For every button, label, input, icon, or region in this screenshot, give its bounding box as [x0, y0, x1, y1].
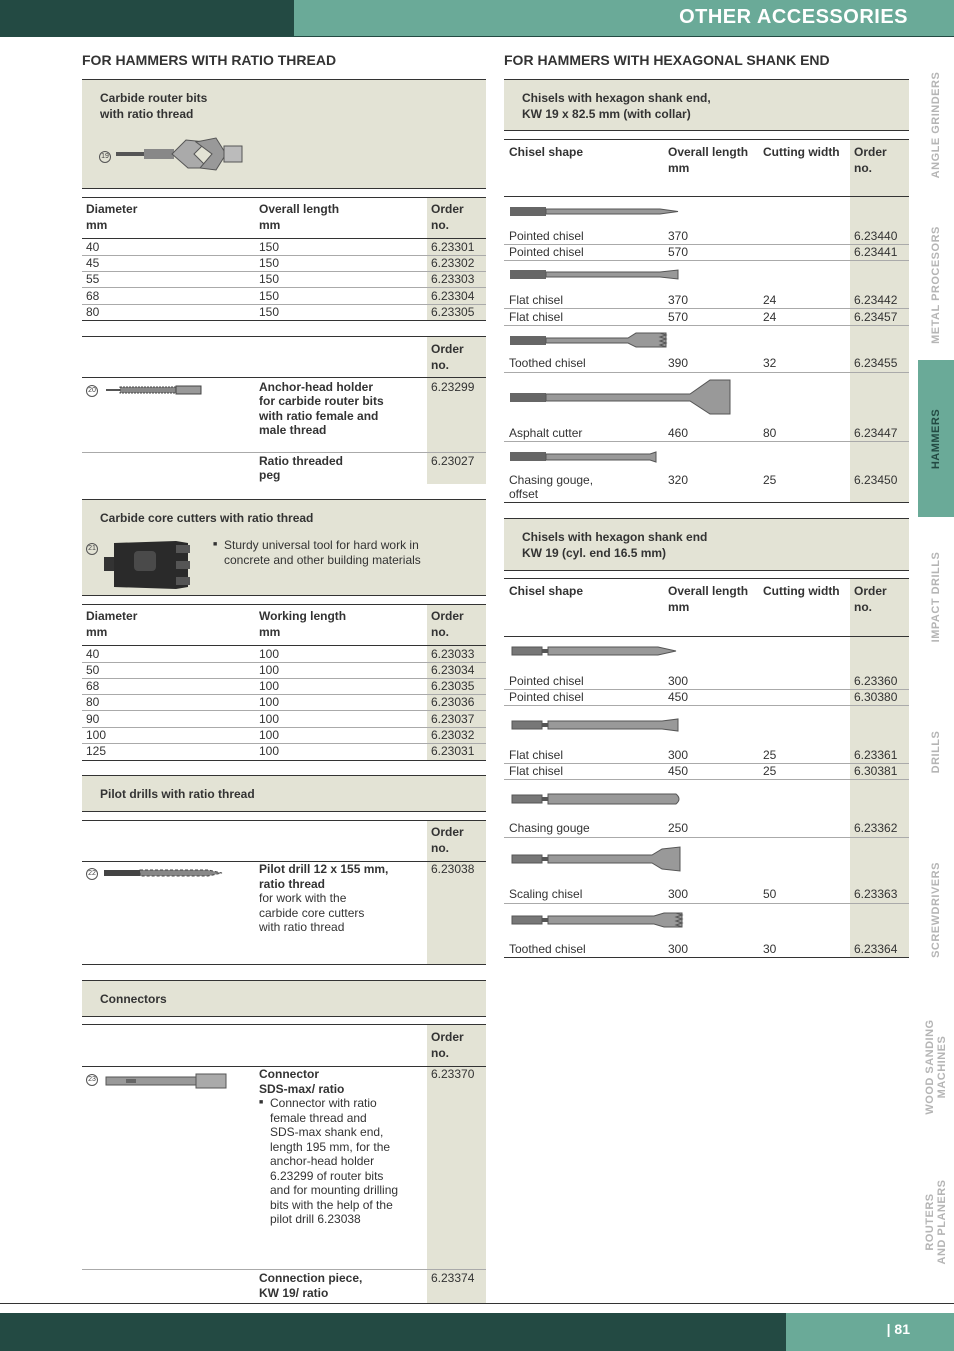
cell-length: 390 [668, 356, 689, 370]
router-bit-image [116, 134, 246, 179]
col-header-working-length: Working length [259, 609, 347, 623]
side-tab-label [924, 1019, 948, 1114]
item-name: with ratio female and [259, 409, 379, 423]
cell-length: 370 [668, 229, 689, 243]
feature-text: Connector with ratio [270, 1096, 377, 1110]
cell-cutting-width: 25 [763, 748, 777, 762]
cell-diameter: 50 [86, 663, 100, 677]
chisel-table1-title: KW 19 x 82.5 mm (with collar) [522, 107, 691, 121]
divider [504, 325, 909, 326]
cell-length: 100 [259, 728, 280, 742]
feature-text: and for mounting drilling [270, 1183, 399, 1197]
cell-diameter: 80 [86, 695, 100, 709]
feature-bullet [213, 538, 473, 567]
cell-length: 100 [259, 663, 280, 677]
cell-order-no: 6.23302 [431, 256, 475, 270]
divider [82, 197, 486, 198]
col-header-order: Order [431, 609, 464, 623]
divider [82, 678, 486, 679]
cell-chisel-shape: Asphalt cutter [509, 426, 583, 440]
cell-length: 460 [668, 426, 689, 440]
cell-order-no: 6.23360 [854, 674, 898, 688]
cell-length: 150 [259, 305, 280, 319]
cell-length: 100 [259, 695, 280, 709]
divider [82, 964, 486, 965]
cell-order-no: 6.23032 [431, 728, 475, 742]
col-header-diameter: Diameter [86, 609, 138, 623]
chisel-table2-title: KW 19 (cyl. end 16.5 mm) [522, 546, 667, 560]
side-tab-impact-drills[interactable] [918, 517, 954, 677]
cell-chisel-shape: Pointed chisel [509, 674, 584, 688]
divider [504, 578, 909, 579]
cell-diameter: 40 [86, 240, 100, 254]
divider [504, 502, 909, 503]
cell-order-no: 6.30380 [854, 690, 898, 704]
cell-diameter: 68 [86, 289, 100, 303]
header-bar-dark [0, 0, 294, 36]
cell-order-no: 6.30381 [854, 764, 898, 778]
cell-cutting-width: 24 [763, 310, 777, 324]
col-header-order-no: no. [431, 841, 449, 855]
item-name: for carbide router bits [259, 394, 384, 408]
core-cutter-image [104, 537, 190, 593]
feature-text: pilot drill 6.23038 [270, 1212, 361, 1226]
cell-order-no: 6.23031 [431, 744, 475, 758]
cell-order-no: 6.23363 [854, 887, 898, 901]
side-tab-screwdrivers[interactable] [918, 827, 954, 992]
cell-cutting-width: 25 [763, 473, 777, 487]
col-header-diameter: Diameter [86, 202, 138, 216]
side-tab-routers-and-planers[interactable] [918, 1142, 954, 1302]
pilot-drills-title: Pilot drills with ratio thread [100, 787, 255, 801]
cell-order-no: 6.23303 [431, 272, 475, 286]
col-header-order-no: no. [431, 1046, 449, 1060]
col-header-chisel-shape: Chisel shape [509, 584, 584, 598]
item-name: Connection piece, [259, 1271, 363, 1285]
cell-chisel-shape: Pointed chisel [509, 690, 584, 704]
item-name: Ratio threaded [259, 454, 344, 468]
divider [82, 662, 486, 663]
col-header-order-no: no. [854, 161, 872, 175]
item-name: ratio thread [259, 877, 326, 891]
connector-description [259, 1096, 424, 1227]
chasing-gouge-image [512, 792, 684, 806]
divider [504, 441, 909, 442]
side-tab-label-line: AND PLANERS [936, 1179, 948, 1265]
col-header-chisel-shape: Chisel shape [509, 145, 584, 159]
connectors-title: Connectors [100, 992, 167, 1006]
flat-chisel-image [510, 269, 680, 281]
cell-order-no: 6.23033 [431, 647, 475, 661]
cell-order-no: 6.23455 [854, 356, 898, 370]
cell-chisel-shape: Flat chisel [509, 293, 564, 307]
divider [504, 837, 909, 838]
divider [82, 320, 486, 321]
divider [82, 1016, 486, 1017]
divider [504, 763, 909, 764]
col-header-order: Order [854, 584, 887, 598]
divider [82, 694, 486, 695]
divider [504, 130, 909, 131]
col-header-order: Order [431, 825, 464, 839]
cell-cutting-width: 80 [763, 426, 777, 440]
cell-chisel-shape: Chasing gouge [509, 821, 590, 835]
col-header-order-no: no. [431, 358, 449, 372]
divider [504, 570, 909, 571]
cell-length: 250 [668, 821, 689, 835]
cell-order-no: 6.23301 [431, 240, 475, 254]
page-title: OTHER ACCESSORIES [679, 6, 908, 28]
router-title-line1: Carbide router bits [100, 91, 208, 105]
cell-order-no: 6.23442 [854, 293, 898, 307]
cell-diameter: 100 [86, 728, 107, 742]
divider [504, 705, 909, 706]
cell-length: 150 [259, 256, 280, 270]
anchor-holder-image [106, 384, 202, 396]
item-name: Connector [259, 1067, 319, 1081]
cell-order-no: 6.23457 [854, 310, 898, 324]
divider [82, 452, 486, 453]
cell-chisel-shape: Flat chisel [509, 748, 564, 762]
cell-order-no: 6.23364 [854, 942, 898, 956]
footer-bar-dark [0, 1313, 786, 1351]
feature-text: Sturdy universal tool for hard work in [224, 538, 419, 552]
col-header-unit: mm [668, 600, 690, 614]
cell-diameter: 80 [86, 305, 100, 319]
divider [504, 139, 909, 140]
side-tab-metal-procesors[interactable] [918, 210, 954, 360]
cell-chisel-shape: Flat chisel [509, 764, 564, 778]
divider [504, 957, 909, 958]
side-tab-label-line: MACHINES [936, 1035, 948, 1099]
divider [82, 604, 486, 605]
item-description: for work with the [259, 891, 347, 905]
side-tab-label-line: WOOD SANDING [924, 1019, 936, 1115]
item-number-badge: 20 [86, 385, 98, 397]
side-tab-label: IMPACT DRILLS [930, 551, 942, 643]
cell-length: 150 [259, 240, 280, 254]
side-tab-drills[interactable] [918, 677, 954, 827]
cell-order-no: 6.23037 [431, 712, 475, 726]
divider [82, 727, 486, 728]
chisel-table1-title: Chisels with hexagon shank end, [522, 91, 711, 105]
right-section-heading: FOR HAMMERS WITH HEXAGONAL SHANK END [504, 52, 830, 68]
divider [504, 372, 909, 373]
col-header-unit: mm [259, 218, 281, 232]
chasing-gouge-offset-image [510, 450, 660, 464]
cell-length: 570 [668, 310, 689, 324]
col-header-unit: mm [86, 218, 108, 232]
side-tab-label-line: ROUTERS [924, 1193, 936, 1251]
item-description: carbide core cutters [259, 906, 365, 920]
divider [504, 308, 909, 309]
cell-order-no: 6.23361 [854, 748, 898, 762]
divider [82, 271, 486, 272]
divider [82, 304, 486, 305]
col-header-cutting-width: Cutting width [763, 145, 840, 159]
cell-chisel-shape: offset [509, 487, 539, 501]
divider [82, 238, 486, 239]
flat-chisel-image [512, 718, 680, 732]
cell-length: 100 [259, 712, 280, 726]
item-number-badge: 19 [99, 151, 111, 163]
cell-diameter: 55 [86, 272, 100, 286]
cell-order-no: 6.23027 [431, 454, 475, 468]
divider [82, 188, 486, 189]
divider [82, 820, 486, 821]
side-tab-angle-grinders[interactable] [918, 40, 954, 210]
cell-diameter: 125 [86, 744, 107, 758]
divider [82, 1269, 486, 1270]
side-tab-hammers[interactable] [918, 360, 954, 517]
cell-order-no: 6.23374 [431, 1271, 475, 1285]
cell-order-no: 6.23440 [854, 229, 898, 243]
feature-text: 6.23299 of router bits [270, 1168, 384, 1183]
col-header-order: Order [431, 342, 464, 356]
cell-order-no: 6.23304 [431, 289, 475, 303]
header-rule [0, 36, 954, 37]
connector-image [106, 1074, 228, 1088]
cell-cutting-width: 25 [763, 764, 777, 778]
divider [82, 811, 486, 812]
cell-chisel-shape: Pointed chisel [509, 245, 584, 259]
toothed-chisel-image [510, 332, 670, 348]
pilot-drill-image [104, 867, 224, 879]
cell-order-no: 6.23450 [854, 473, 898, 487]
col-header-unit: mm [86, 625, 108, 639]
side-tab-label: METAL PROCESORS [930, 226, 942, 344]
col-header-order-no: no. [431, 218, 449, 232]
item-name: Anchor-head holder [259, 380, 374, 394]
cell-order-no: 6.23038 [431, 862, 475, 876]
cell-length: 150 [259, 272, 280, 286]
cell-order-no: 6.23035 [431, 679, 475, 693]
cell-chisel-shape: Toothed chisel [509, 942, 586, 956]
cell-cutting-width: 50 [763, 887, 777, 901]
feature-text: anchor-head holder [270, 1154, 375, 1168]
feature-text: SDS-max shank end, [270, 1125, 384, 1139]
feature-text: bits with the help of the [270, 1197, 393, 1212]
cell-order-no: 6.23362 [854, 821, 898, 835]
divider [82, 710, 486, 711]
side-tab-label: ANGLE GRINDERS [930, 71, 942, 179]
divider [82, 255, 486, 256]
cell-diameter: 40 [86, 647, 100, 661]
cell-order-no: 6.23034 [431, 663, 475, 677]
cell-chisel-shape: Flat chisel [509, 310, 564, 324]
item-name: SDS-max/ ratio [259, 1082, 345, 1096]
side-tab-label: DRILLS [930, 730, 942, 774]
asphalt-cutter-image [510, 378, 732, 416]
item-number-badge: 21 [86, 543, 98, 555]
feature-text: female thread and [270, 1110, 367, 1125]
core-cutters-features [213, 538, 473, 567]
toothed-chisel-image [512, 911, 684, 929]
divider [0, 1303, 954, 1304]
cell-cutting-width: 30 [763, 942, 777, 956]
cell-chisel-shape: Pointed chisel [509, 229, 584, 243]
divider [504, 903, 909, 904]
col-header-order-no: no. [854, 600, 872, 614]
item-description: with ratio thread [259, 920, 345, 934]
cell-order-no: 6.23299 [431, 380, 475, 394]
item-name: peg [259, 468, 281, 482]
divider [82, 595, 486, 596]
chisel-table2-panel [504, 519, 909, 570]
divider [82, 377, 486, 378]
left-section-heading: FOR HAMMERS WITH RATIO THREAD [82, 52, 337, 68]
cell-order-no: 6.23441 [854, 245, 898, 259]
cell-length: 450 [668, 764, 689, 778]
col-header-unit: mm [259, 625, 281, 639]
divider [82, 336, 486, 337]
cell-length: 300 [668, 942, 689, 956]
item-number-badge: 23 [86, 1074, 98, 1086]
divider [504, 636, 909, 637]
cell-diameter: 68 [86, 679, 100, 693]
divider [82, 287, 486, 288]
divider [504, 779, 909, 780]
col-header-order-no: no. [431, 625, 449, 639]
cell-chisel-shape: Toothed chisel [509, 356, 586, 370]
cell-chisel-shape: Scaling chisel [509, 887, 583, 901]
cell-diameter: 45 [86, 256, 100, 270]
scaling-chisel-image [512, 846, 682, 872]
cell-cutting-width: 32 [763, 356, 777, 370]
cell-order-no: 6.23447 [854, 426, 898, 440]
divider [82, 743, 486, 744]
cell-order-no: 6.23370 [431, 1067, 475, 1081]
cell-length: 100 [259, 679, 280, 693]
cell-order-no: 6.23036 [431, 695, 475, 709]
chisel-table2-title: Chisels with hexagon shank end [522, 530, 708, 544]
item-number-badge: 22 [86, 868, 98, 880]
cell-chisel-shape: Chasing gouge, [509, 473, 594, 487]
cell-cutting-width: 24 [763, 293, 777, 307]
col-header-order: Order [854, 145, 887, 159]
page-number: | 81 [886, 1321, 910, 1337]
side-tab-wood-sanding-machines[interactable] [918, 992, 954, 1142]
cell-length: 100 [259, 647, 280, 661]
cell-length: 320 [668, 473, 689, 487]
cell-length: 300 [668, 887, 689, 901]
col-header-order: Order [431, 202, 464, 216]
item-name: Pilot drill 12 x 155 mm, [259, 862, 389, 876]
divider [82, 645, 486, 646]
col-header-overall-length: Overall length [668, 145, 749, 159]
pointed-chisel-image [512, 645, 678, 657]
feature-bullet [259, 1096, 424, 1227]
pointed-chisel-image [510, 206, 680, 218]
side-tab-label: HAMMERS [930, 408, 942, 469]
col-header-unit: mm [668, 161, 690, 175]
cell-length: 300 [668, 748, 689, 762]
col-header-order: Order [431, 1030, 464, 1044]
cell-order-no: 6.23305 [431, 305, 475, 319]
cell-diameter: 90 [86, 712, 100, 726]
core-cutters-title: Carbide core cutters with ratio thread [100, 511, 314, 525]
router-title-line2: with ratio thread [100, 107, 194, 121]
divider [504, 196, 909, 197]
col-header-overall-length: Overall length [668, 584, 749, 598]
divider [504, 260, 909, 261]
feature-text: concrete and other building materials [224, 552, 421, 567]
divider [82, 760, 486, 761]
side-tab-label: SCREWDRIVERS [930, 861, 942, 958]
col-header-overall-length: Overall length [259, 202, 340, 216]
cell-length: 370 [668, 293, 689, 307]
divider [82, 1024, 486, 1025]
item-name: male thread [259, 423, 327, 437]
cell-length: 150 [259, 289, 280, 303]
cell-length: 450 [668, 690, 689, 704]
col-header-cutting-width: Cutting width [763, 584, 840, 598]
cell-length: 570 [668, 245, 689, 259]
cell-length: 300 [668, 674, 689, 688]
cell-length: 100 [259, 744, 280, 758]
side-tab-label [924, 1180, 948, 1265]
feature-text: length 195 mm, for the [270, 1139, 391, 1154]
item-name: KW 19/ ratio [259, 1286, 329, 1300]
footer-bar-light [786, 1313, 954, 1351]
